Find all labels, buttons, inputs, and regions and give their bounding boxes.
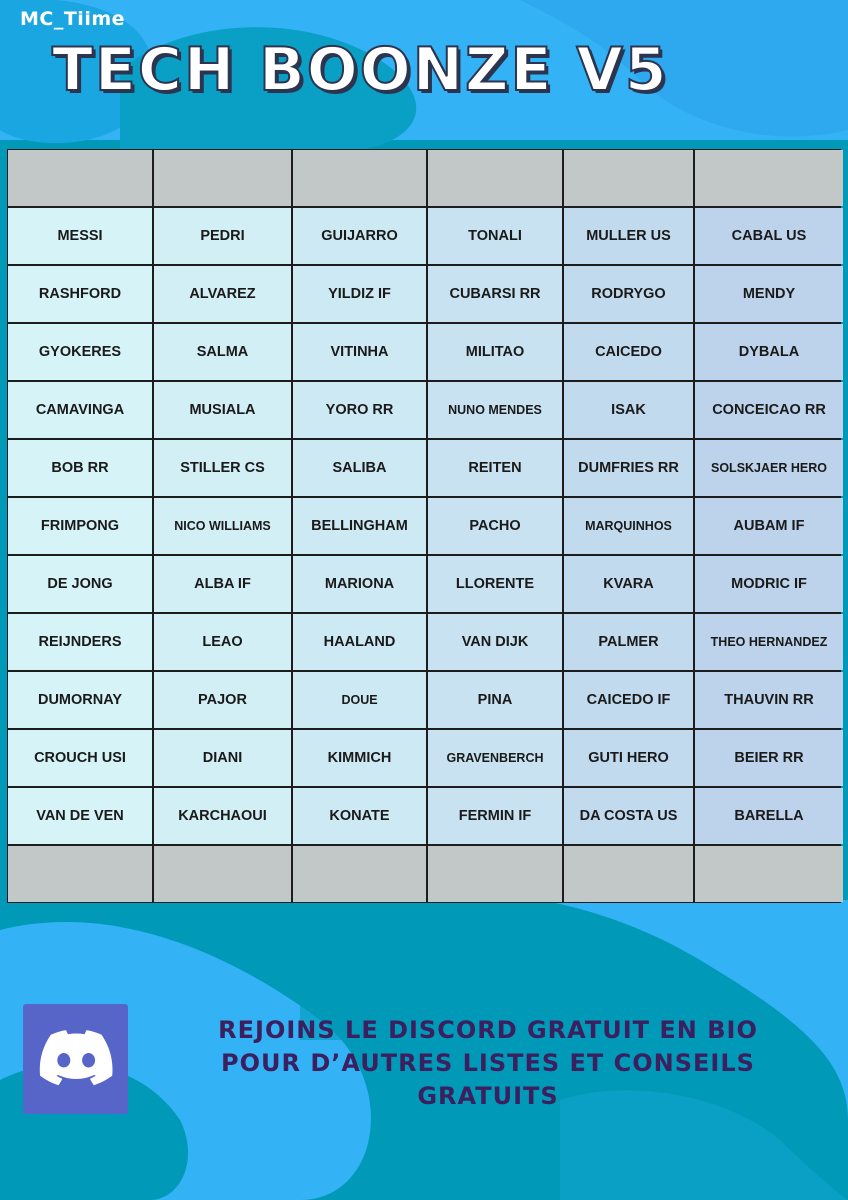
table-cell: CAICEDO [564,324,693,380]
discord-logo[interactable] [23,1004,128,1114]
table-cell: MENDY [695,266,843,322]
table-cell: DA COSTA US [564,788,693,844]
table-cell: PAJOR [154,672,291,728]
table-cell: ISAK [564,382,693,438]
table-cell: TONALI [428,208,562,264]
table-cell: SALMA [154,324,291,380]
table-cell: GUIJARRO [293,208,426,264]
table-cell: CUBARSI RR [428,266,562,322]
discord-icon [39,1030,113,1088]
header-cell [695,150,843,206]
table-cell: MESSI [8,208,152,264]
player-table [7,149,841,903]
table-cell: MARQUINHOS [564,498,693,554]
table-cell: GRAVENBERCH [428,730,562,786]
table-cell: VAN DE VEN [8,788,152,844]
discord-cta [148,1014,828,1113]
table-cell: NICO WILLIAMS [154,498,291,554]
table-cell: ALBA IF [154,556,291,612]
header-cell [564,150,693,206]
table-cell: PALMER [564,614,693,670]
table-cell: MULLER US [564,208,693,264]
table-cell: AUBAM IF [695,498,843,554]
table-cell: GUTI HERO [564,730,693,786]
footer-cell [293,846,426,902]
footer-cell [8,846,152,902]
table-cell: CABAL US [695,208,843,264]
table-cell: DUMORNAY [8,672,152,728]
table-cell: MILITAO [428,324,562,380]
table-cell: FERMIN IF [428,788,562,844]
table-cell: KVARA [564,556,693,612]
table-cell: DOUE [293,672,426,728]
table-cell: RODRYGO [564,266,693,322]
table-cell: MUSIALA [154,382,291,438]
header-cell [8,150,152,206]
table-cell: SALIBA [293,440,426,496]
footer-cell [154,846,291,902]
table-cell: REITEN [428,440,562,496]
table-cell: VITINHA [293,324,426,380]
table-cell: CONCEICAO RR [695,382,843,438]
brand-label: MC_Tiime [20,8,126,30]
table-cell: BEIER RR [695,730,843,786]
table-cell: DE JONG [8,556,152,612]
table-cell: BOB RR [8,440,152,496]
table-cell: DIANI [154,730,291,786]
table-cell: HAALAND [293,614,426,670]
cta-line-2: POUR D’AUTRES LISTES ET CONSEILS [221,1049,755,1077]
footer-cell [695,846,843,902]
header-cell [428,150,562,206]
table-cell: ALVAREZ [154,266,291,322]
table-cell: SOLSKJAER HERO [695,440,843,496]
footer-cell [428,846,562,902]
page-title: TECH BOONZE V5 [52,35,669,105]
table-cell: MODRIC IF [695,556,843,612]
table-cell: KONATE [293,788,426,844]
table-cell: FRIMPONG [8,498,152,554]
header-cell [154,150,291,206]
table-cell: YILDIZ IF [293,266,426,322]
table-cell: PACHO [428,498,562,554]
table-cell: BARELLA [695,788,843,844]
table-cell: KIMMICH [293,730,426,786]
table-cell: REIJNDERS [8,614,152,670]
table-cell: NUNO MENDES [428,382,562,438]
table-cell: STILLER CS [154,440,291,496]
table-cell: THAUVIN RR [695,672,843,728]
table-cell: CAMAVINGA [8,382,152,438]
table-cell: BELLINGHAM [293,498,426,554]
table-cell: LEAO [154,614,291,670]
table-cell: VAN DIJK [428,614,562,670]
table-cell: DYBALA [695,324,843,380]
table-cell: PINA [428,672,562,728]
table-cell: CROUCH USI [8,730,152,786]
table-cell: KARCHAOUI [154,788,291,844]
table-cell: THEO HERNANDEZ [695,614,843,670]
cta-line-1: REJOINS LE DISCORD GRATUIT EN BIO [218,1016,758,1044]
table-cell: GYOKERES [8,324,152,380]
header-cell [293,150,426,206]
table-cell: YORO RR [293,382,426,438]
table-cell: CAICEDO IF [564,672,693,728]
table-cell: DUMFRIES RR [564,440,693,496]
table-cell: LLORENTE [428,556,562,612]
cta-line-3: GRATUITS [417,1082,559,1110]
table-cell: MARIONA [293,556,426,612]
table-cell: PEDRI [154,208,291,264]
table-cell: RASHFORD [8,266,152,322]
footer-cell [564,846,693,902]
